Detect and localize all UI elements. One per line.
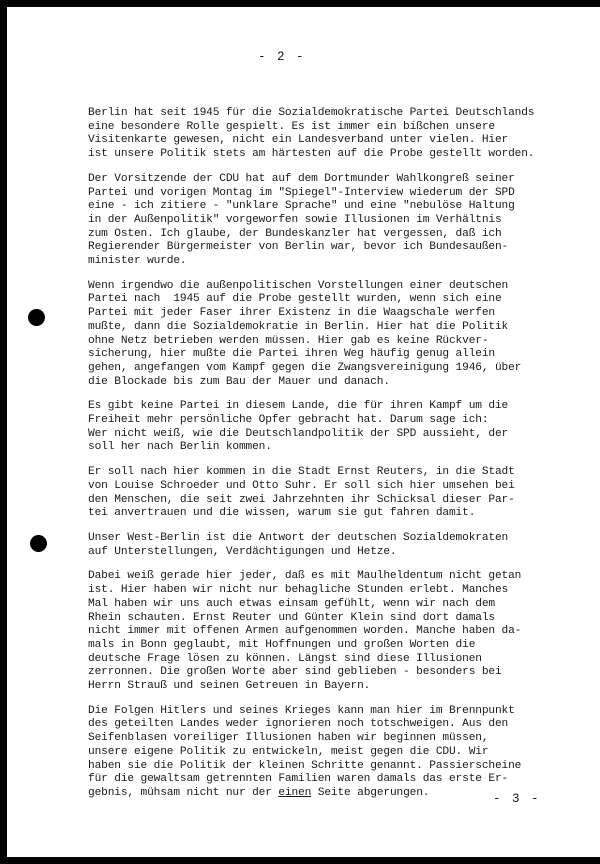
paragraph-cdu-chairman bbox=[88, 173, 568, 269]
paragraph-sacrifices bbox=[88, 400, 568, 455]
text-line: Der Vorsitzende der CDU hat auf dem Dortmunder Wahlkongreß seiner bbox=[88, 172, 515, 185]
text-line: in der Außenpolitik" vorgeworfen sowie Illusionen im Verhältnis bbox=[88, 213, 502, 226]
paragraph-maulheldentum bbox=[88, 570, 568, 693]
document-body bbox=[88, 107, 568, 812]
text-line: Er soll nach hier kommen in die Stadt Ernst Reuters, in die Stadt bbox=[88, 466, 515, 479]
text-line: ist. Hier haben wir nicht nur behagliche Stunden erlebt. Manches bbox=[88, 584, 509, 597]
text-line: deutsche Frage lösen zu können. Längst sind diese Illusionen bbox=[88, 652, 482, 665]
punch-hole-lower bbox=[30, 535, 47, 552]
text-line: soll her nach Berlin kommen. bbox=[88, 441, 272, 454]
underlined-word: einen bbox=[278, 786, 312, 799]
paragraph-ernst-reuter-city bbox=[88, 466, 568, 521]
next-page-marker: - 3 - bbox=[493, 792, 541, 806]
text-line: auf Unterstellungen, Verdächtigungen und Hetze. bbox=[88, 545, 397, 558]
text-line-lead: gebnis, mühsam nicht nur der bbox=[88, 786, 279, 799]
text-line: nicht immer mit offenen Armen aufgenommen worden. Manche haben da- bbox=[88, 625, 522, 638]
text-line: haben sie die Politik der kleinen Schritte genannt. Passierscheine bbox=[88, 759, 522, 772]
text-line: Berlin hat seit 1945 für die Sozialdemokratische Partei Deutschlands bbox=[88, 107, 535, 119]
text-line: eine besondere Rolle gespielt. Es ist immer ein bißchen unsere bbox=[88, 120, 495, 133]
text-line: Rhein schauten. Ernst Reuter und Günter Klein sind dort damals bbox=[88, 611, 495, 624]
text-line: Wer nicht weiß, wie die Deutschlandpolitik der SPD aussieht, der bbox=[88, 427, 509, 440]
text-line: Partei nach 1945 auf die Probe gestellt wurden, wenn sich eine bbox=[88, 293, 502, 306]
paragraph-hitler-consequences bbox=[88, 705, 568, 801]
text-line: Wenn irgendwo die außenpolitischen Vorstellungen einer deutschen bbox=[88, 279, 509, 292]
text-line: gehen, angefangen vom Kampf gegen die Zwangsvereinigung 1946, über bbox=[88, 361, 522, 374]
page-number: - 2 - bbox=[258, 50, 306, 64]
text-line: des geteilten Landes weder ignorieren noch totschweigen. Aus den bbox=[88, 718, 509, 731]
text-line: Die Folgen Hitlers und seines Krieges kann man hier im Brennpunkt bbox=[88, 704, 515, 717]
text-line: die Blockade bis zum Bau der Mauer und danach. bbox=[88, 375, 390, 388]
text-line: Es gibt keine Partei in diesem Lande, die für ihren Kampf um die bbox=[88, 400, 509, 413]
text-line: unsere eigene Politik zu entwickeln, meist gegen die CDU. Wir bbox=[88, 745, 489, 758]
text-line: zerronnen. Die großen Worte aber sind geblieben - besonders bei bbox=[88, 666, 502, 679]
paragraph-berlin-role bbox=[88, 107, 568, 162]
text-line: Dabei weiß gerade hier jeder, daß es mit Maulheldentum nicht getan bbox=[88, 570, 522, 583]
punch-hole-upper bbox=[28, 309, 45, 326]
text-line: zum Osten. Ich glaube, der Bundeskanzler hat vergessen, daß ich bbox=[88, 227, 502, 240]
text-line: Herrn Strauß und seinen Getreuen in Bayern. bbox=[88, 680, 371, 693]
text-line: den Menschen, die seit zwei Jahrzehnten ihr Schicksal dieser Par- bbox=[88, 493, 515, 506]
text-line: Partei und vorigen Montag im "Spiegel"-Interview wiederum der SPD bbox=[88, 186, 515, 199]
text-line: Regierender Bürgermeister von Berlin war, bevor ich Bundesaußen- bbox=[88, 241, 509, 254]
text-line: Mal haben wir uns auch etwas einsam gefühlt, wenn wir nach dem bbox=[88, 597, 495, 610]
text-line-tail: Seite abgerungen. bbox=[311, 786, 430, 799]
paragraph-west-berlin-answer bbox=[88, 532, 568, 559]
text-line: sicherung, hier mußte die Partei ihren Weg häufig genug allein bbox=[88, 348, 495, 361]
text-line: eine - ich zitiere - "unklare Sprache" und eine "nebulöse Haltung bbox=[88, 200, 515, 213]
text-line: ist unsere Politik stets am härtesten auf die Probe gestellt worden. bbox=[88, 148, 535, 161]
text-line: mußte, dann die Sozialdemokratie in Berlin. Hier hat die Politik bbox=[88, 320, 509, 333]
text-line: von Louise Schroeder und Otto Suhr. Er soll sich hier umsehen bei bbox=[88, 479, 515, 492]
text-line: Partei mit jeder Faser ihrer Existenz in die Waagschale werfen bbox=[88, 307, 495, 320]
text-line: Visitenkarte gewesen, nicht ein Landesverband unter vielen. Hier bbox=[88, 134, 509, 147]
text-line: tei anvertrauen und die wissen, warum sie gut fahren damit. bbox=[88, 507, 476, 520]
paragraph-foreign-policy-test bbox=[88, 280, 568, 390]
text-line: mals in Bonn geglaubt, mit Hoffnungen und großen Worten die bbox=[88, 638, 476, 651]
text-line: Unser West-Berlin ist die Antwort der deutschen Sozialdemokraten bbox=[88, 531, 509, 544]
text-line: minister wurde. bbox=[88, 255, 187, 268]
text-line: ohne Netz betrieben werden müssen. Hier gab es keine Rückver- bbox=[88, 334, 489, 347]
text-line: für die gewaltsam getrennten Familien waren damals das erste Er- bbox=[88, 773, 509, 786]
text-line: Seifenblasen voreiliger Illusionen haben wir beginnen müssen, bbox=[88, 732, 489, 745]
text-line: Freiheit mehr persönliche Opfer gebracht hat. Darum sage ich: bbox=[88, 414, 489, 427]
